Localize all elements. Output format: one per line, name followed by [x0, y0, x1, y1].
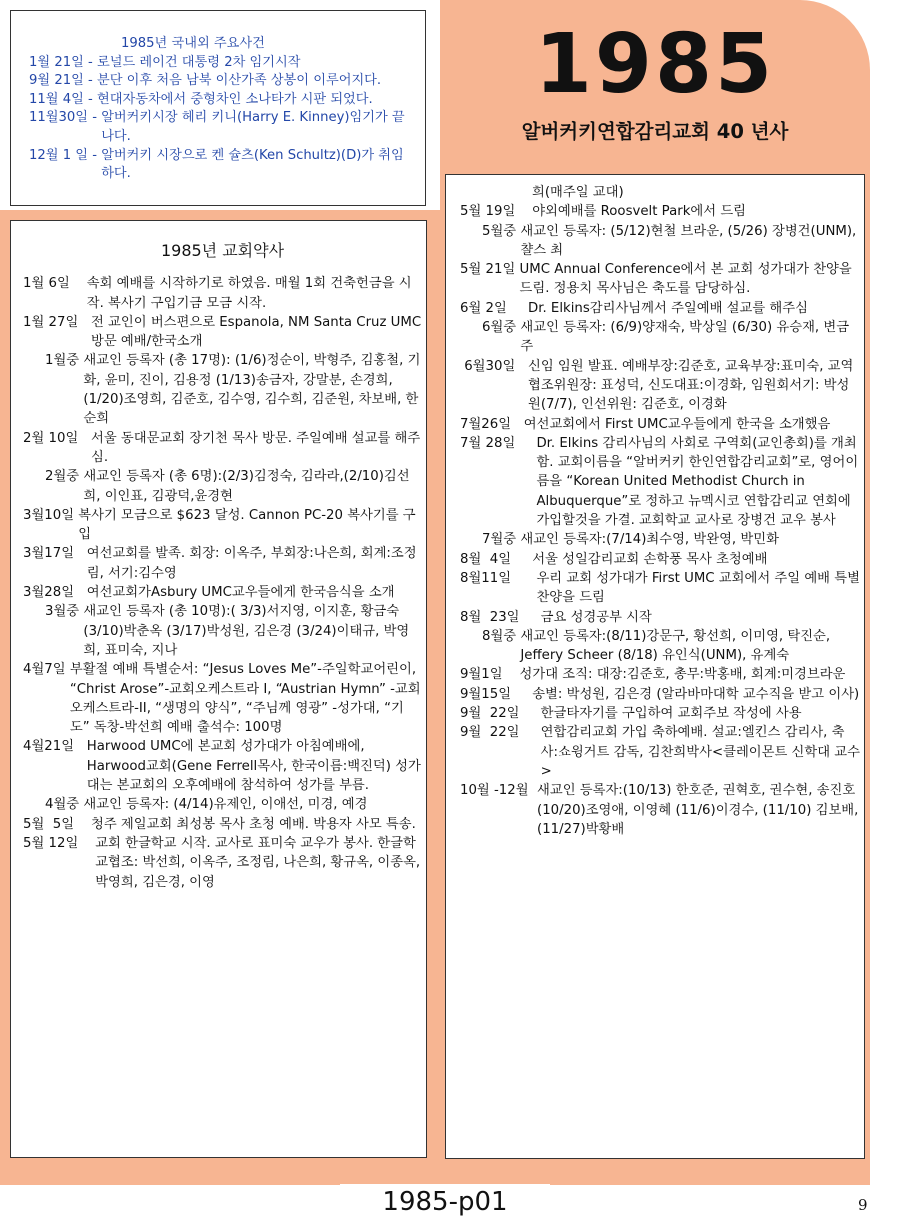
entry-date: 4월21일: [23, 739, 87, 755]
history-entry: [460, 434, 860, 530]
entry-date: 8월 4일: [460, 551, 533, 567]
history-entry: [460, 222, 860, 261]
events-title: 1985년 국내외 주요사건: [121, 36, 265, 51]
left-column-title: 1985년 교회약사: [160, 241, 285, 260]
event-date: 1월 21일 -: [29, 54, 97, 70]
entry-date: 8월 23일: [460, 609, 541, 625]
entry-text: 속회 예배를 시작하기로 하였음. 매월 1회 건축헌금을 시작. 복사기 구입기금 모금 시작.: [86, 276, 412, 311]
right-column: [445, 174, 865, 1159]
entry-date: 5월 21일: [460, 262, 520, 278]
entry-text: 희(매주일 교대): [532, 185, 624, 200]
entry-text: 복사기 모금으로 $623 달성. Cannon PC-20 복사기를 구입: [78, 507, 416, 543]
events-box: [10, 10, 426, 206]
history-entry: [460, 415, 860, 434]
entry-date: 2월중: [45, 469, 84, 485]
entry-date: 1월중: [45, 353, 84, 369]
entry-text: 송별: 박성원, 김은경 (알라바마대학 교수직을 받고 이사): [532, 686, 860, 702]
entry-text: 청주 제일교회 최성봉 목사 초청 예배. 박용자 사모 특송.: [90, 816, 416, 832]
history-entry: [460, 723, 860, 781]
history-entry: [23, 660, 422, 737]
entry-text: 서울 동대문교회 장기천 목사 방문. 주일예배 설교를 해주심.: [90, 430, 421, 465]
entry-date: 6월 2일: [460, 300, 528, 316]
entry-date: 8월중: [482, 628, 521, 644]
entry-text: 교회 한글학교 시작. 교사로 표미숙 교우가 봉사. 한글학교협조: 박선희, 이옥주, 조정림, 나은희, 황규옥, 이종옥, 박영희, 김은경, 이영: [95, 835, 421, 890]
left-column: [10, 220, 427, 1158]
entry-text: 연합감리교회 가입 축하예배. 설교:엘킨스 감리사, 축사:쇼윙거트 감독, 김찬희박사<클레이몬트 신학대 교수>: [540, 725, 860, 779]
history-entry: [23, 313, 422, 352]
event-item: [29, 109, 415, 146]
page-label: 1985-p01: [340, 1184, 550, 1220]
entry-date: 5월 19일: [460, 204, 533, 220]
history-entry: [460, 299, 860, 318]
right-entries: [460, 183, 860, 839]
entry-text: 한글타자기를 구입하여 교회주보 작성에 사용: [540, 706, 802, 722]
history-entry: [460, 608, 860, 627]
history-entry: [460, 202, 860, 221]
event-date: 11월 4일 -: [29, 91, 97, 107]
entry-text: 여선교회가Asbury UMC교우들에게 한국음식을 소개: [86, 585, 395, 601]
history-subtitle: 알버커키연합감리교회 40 년사: [521, 120, 789, 143]
event-date: 11월30일 -: [29, 110, 102, 126]
history-entry: [23, 351, 422, 428]
history-entry: [460, 357, 860, 415]
entry-date: 6월30일: [460, 358, 528, 374]
entry-date: 9월 22일: [460, 706, 541, 722]
entry-date: 5월중: [482, 223, 521, 239]
entry-date: 9월1일: [460, 667, 520, 683]
history-entry: [460, 260, 860, 299]
entry-text: 새교인 등록자: (6/9)양재숙, 박상일 (6/30) 유승재, 변금주: [520, 320, 850, 355]
event-text: 분단 이후 처음 남북 이산가족 상봉이 이루어지다.: [96, 73, 382, 89]
history-entry: [23, 429, 422, 468]
entry-text: 서울 성일감리교회 손학풍 목사 초청예배: [532, 551, 768, 567]
entry-date: 3월17일: [23, 546, 87, 562]
entry-text: 새교인 등록자 (총 17명): (1/6)정순이, 박형주, 김홍철, 기화, 윤미, 진이, 김용정 (1/13)송금자, 강말분, 손경희, (1/20)조영희, 김준호, 김수영, 김수희, 김준원, 차보배, 한순희: [83, 353, 421, 427]
entry-date: 4월7일: [23, 662, 70, 678]
entry-text: 새교인 등록자:(7/14)최수영, 박완영, 박민화: [520, 532, 779, 548]
entry-text: 부활절 예배 특별순서: “Jesus Loves Me”-주일학교어린이, “Christ Arose”-교회오케스트라 I, “Austrian Hymn” -교회오케스트라-II, “생명의 양식”, “주님께 영광” -성가대, “기도” 독창-박선희 예배 출석수: 100명: [69, 662, 421, 736]
entry-date: 3월28일: [23, 585, 87, 601]
entry-date: 9월15일: [460, 686, 533, 702]
history-entry: [23, 274, 422, 313]
entry-text: 새교인 등록자:(8/11)강문구, 황선희, 이미영, 탁진순, Jeffery Scheer (8/18) 유인식(UNM), 유계숙: [520, 628, 831, 664]
event-text: 현대자동차에서 중형차인 소나타가 시판 되었다.: [96, 91, 373, 107]
history-entry: [23, 467, 422, 506]
history-entry: [460, 550, 860, 569]
history-entry: [460, 318, 860, 357]
entry-text: 새교인 등록자: (5/12)현철 브라운, (5/26) 장병건(UNM), 챨스 최: [520, 223, 857, 258]
entry-text: 전 교인이 버스편으로 Espanola, NM Santa Cruz UMC방문 예배/한국소개: [90, 314, 422, 350]
history-entry: [460, 627, 860, 666]
page-number: 9: [858, 1196, 868, 1214]
entry-text: 새교인 등록자:(10/13) 한호준, 권혁호, 권수현, 송진호 (10/20)조영애, 이영혜 (11/6)이경수, (11/10) 김보배, (11/27)박황배: [537, 783, 859, 837]
history-entry: [23, 834, 422, 892]
entry-text: Harwood UMC에 본교회 성가대가 아침예배에, Harwood교회(Gene Ferrell목사, 한국이름:백진덕) 성가대는 본교회의 오후예배에 참석하여 성가를 부름.: [86, 739, 421, 794]
entry-date: 3월중: [45, 604, 84, 620]
entry-text: 여선교회를 발족. 회장: 이옥주, 부회장:나은희, 회계:조정림, 서기:김수영: [86, 546, 417, 581]
history-entry: [23, 737, 422, 795]
history-entry: [23, 506, 422, 545]
event-item: [29, 72, 415, 91]
entry-text: 새교인 등록자: (4/14)유제인, 이애선, 미경, 예경: [83, 797, 368, 813]
entry-text: Dr. Elkins 감리사님의 사회로 구역회(교인총회)를 개최함. 교회이름을 “알버커키 한인연합감리교회”로, 영어이름을 “Korean United Methodist Church in Albuquerque”로 정하고 뉴멕시코 연합감리교 연회에 가입할것을 가결. 교회학교 교사로 장병건 교우 봉사: [536, 435, 859, 529]
event-date: 9월 21일 -: [29, 73, 97, 89]
entry-date: 7월중: [482, 532, 521, 548]
event-item: [29, 147, 415, 184]
history-entry: [460, 704, 860, 723]
entry-text: 야외예배를 Roosvelt Park에서 드림: [532, 204, 747, 220]
history-entry: [460, 665, 860, 684]
entry-text: 새교인 등록자 (총 6명):(2/3)김정숙, 김라라,(2/10)김선희, 이인표, 김광덕,윤경현: [83, 469, 410, 504]
entry-text: 성가대 조직: 대장:김준호, 총무:박홍배, 회계:미경브라운: [519, 667, 846, 683]
entry-text: UMC Annual Conference에서 본 교회 성가대가 찬양을 드림. 정용치 목사님은 축도를 담당하심.: [519, 262, 852, 297]
entry-text: 신임 임원 발표. 예배부장:김준호, 교육부장:표미숙, 교역협조위원장: 표성덕, 신도대표:이경화, 임원회서기: 박성원(7/7), 인선위원: 김준호, 이경화: [527, 358, 854, 413]
entry-date: 1월 27일: [23, 314, 91, 330]
entry-date: 3월10일: [23, 507, 79, 523]
entry-date: 5월 12일: [23, 835, 96, 851]
history-entry: [23, 795, 422, 814]
history-entry: [460, 183, 860, 202]
entry-date: 7월26일: [460, 416, 524, 432]
entry-text: 여선교회에서 First UMC교우들에게 한국을 소개했음: [523, 416, 831, 432]
event-text: 로널드 레이건 대통령 2차 임기시작: [96, 54, 301, 70]
left-entries: [23, 274, 422, 892]
events-list: [29, 54, 415, 184]
entry-date: 5월 5일: [23, 816, 91, 832]
entry-date: 9월 22일: [460, 725, 541, 741]
entry-date: 10월 -12월: [460, 783, 538, 799]
event-text: 알버커키시장 헤리 키니(Harry E. Kinney)임기가 끝나다.: [101, 110, 405, 144]
entry-date: 7월 28일: [460, 435, 537, 451]
history-entry: [460, 685, 860, 704]
entry-text: Dr. Elkins감리사님께서 주일예배 설교를 해주심: [527, 300, 808, 316]
history-entry: [460, 569, 860, 608]
event-text: 알버커키 시장으로 켄 슐츠(Ken Schultz)(D)가 취임하다.: [101, 147, 404, 182]
entry-date: 2월 10일: [23, 430, 91, 446]
event-date: 12월 1 일 -: [29, 147, 102, 163]
history-entry: [460, 530, 860, 549]
history-entry: [23, 602, 422, 660]
event-item: [29, 91, 415, 110]
year-title: 1985: [534, 17, 776, 112]
entry-date: 8월11일: [460, 570, 537, 586]
entry-date: 4월중: [45, 797, 84, 813]
history-entry: [23, 583, 422, 602]
entry-date: 1월 6일: [23, 276, 87, 292]
entry-text: 금요 성경공부 시작: [540, 609, 652, 625]
entry-date: 6월중: [482, 320, 521, 336]
history-entry: [460, 781, 860, 839]
history-entry: [23, 544, 422, 583]
entry-text: 우리 교회 성가대가 First UMC 교회에서 주일 예배 특별 찬양을 드림: [536, 570, 860, 606]
event-item: [29, 54, 415, 73]
history-entry: [23, 815, 422, 834]
entry-text: 새교인 등록자 (총 10명):( 3/3)서지영, 이지훈, 황금숙 (3/10)박춘옥 (3/17)박성원, 김은경 (3/24)이태규, 박영희, 표미숙, 지나: [83, 604, 410, 658]
